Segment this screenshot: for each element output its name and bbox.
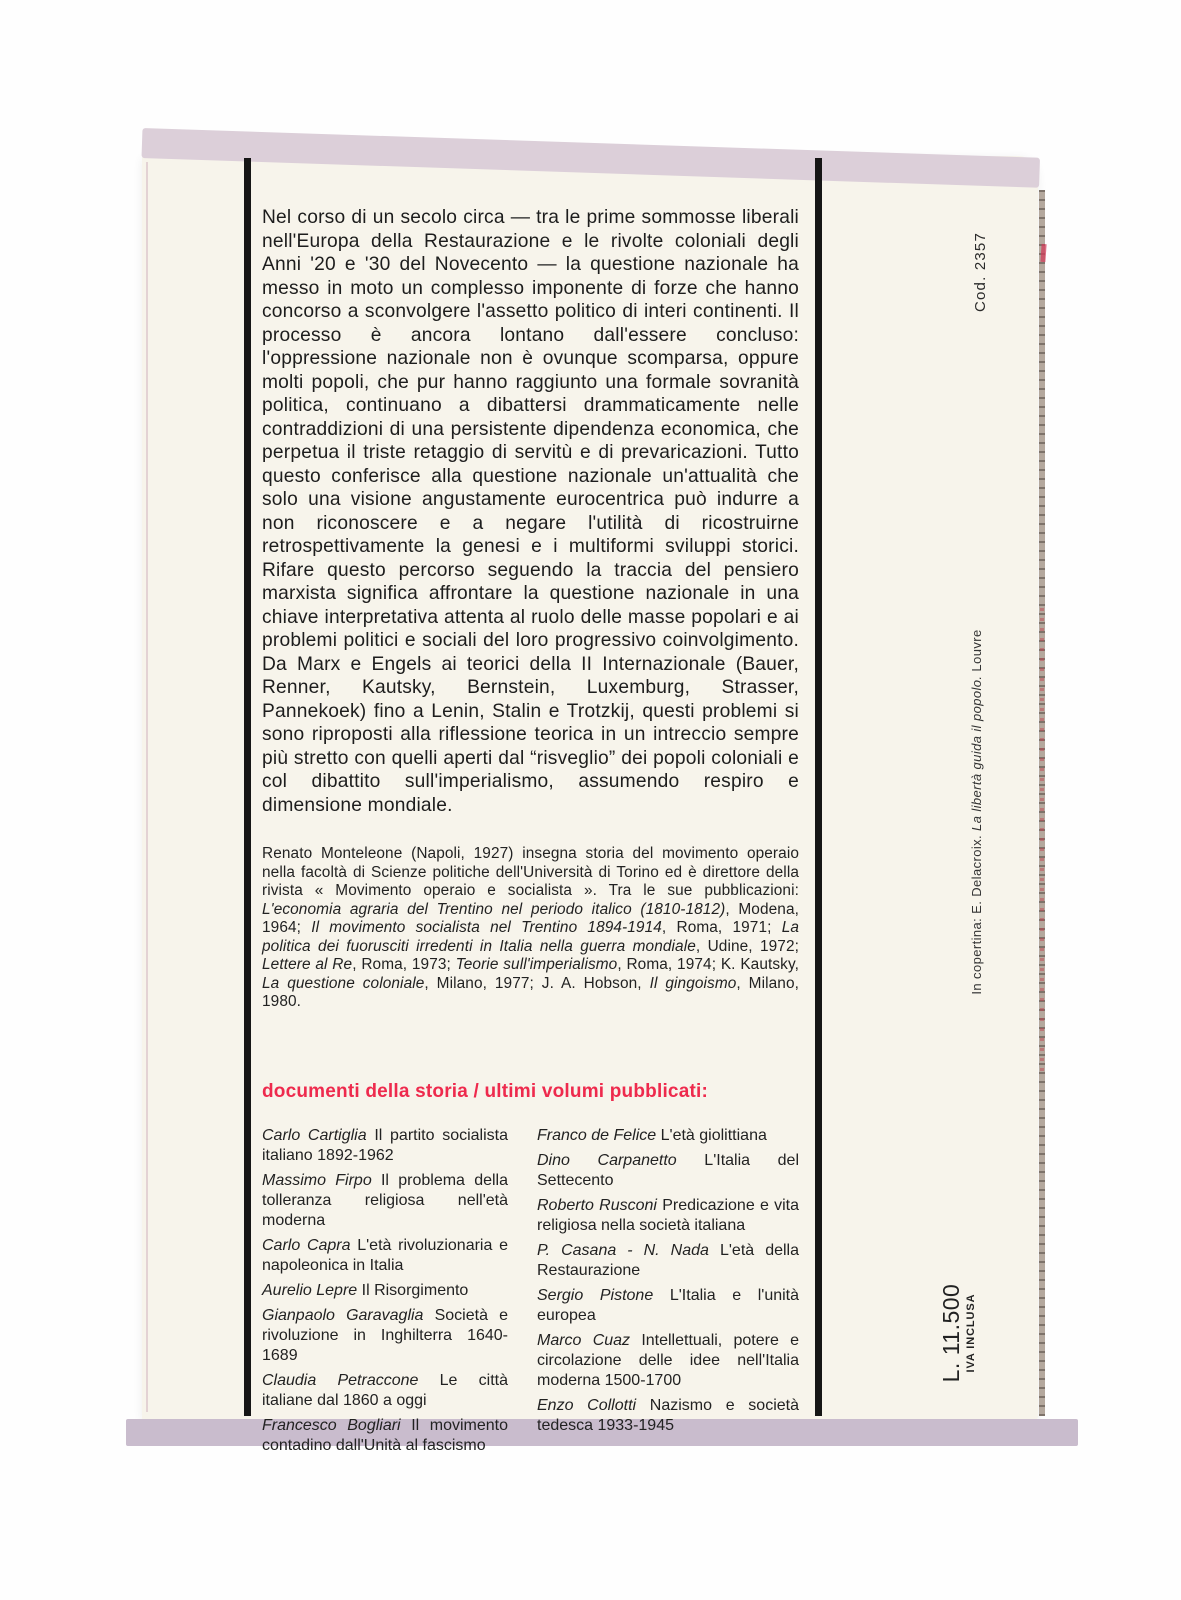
book-title: Nazismo e società tedesca 1933-1945 <box>537 1396 799 1434</box>
vat-label: IVA INCLUSA <box>965 1293 977 1373</box>
book-title: Società e rivoluzione in Inghilterra 1640-1689 <box>262 1306 508 1364</box>
bio-segment: , Udine, 1972; <box>695 937 799 955</box>
book-title: L'età della Restaurazione <box>537 1241 800 1279</box>
book-entry <box>262 1371 508 1411</box>
book-entry <box>537 1126 799 1146</box>
book-title: Intellettuali, potere e circolazione delle idee nell'Italia moderna 1500-1700 <box>537 1331 800 1389</box>
book-author: P. Casana - N. Nada <box>537 1241 709 1259</box>
book-author: Sergio Pistone <box>537 1286 654 1304</box>
fore-edge-red-dots <box>1040 608 1044 1078</box>
book-author: Aurelio Lepre <box>262 1281 358 1299</box>
bio-segment: , Roma, 1974; K. Kautsky, <box>617 956 799 973</box>
book-title: Il partito socialista italiano 1892-1962 <box>262 1126 508 1164</box>
book-entry <box>537 1396 799 1436</box>
book-entry <box>537 1151 799 1191</box>
book-title: L'Italia e l'unità europea <box>537 1286 800 1324</box>
book-author: Marco Cuaz <box>537 1331 631 1349</box>
book-author: Massimo Firpo <box>262 1171 372 1189</box>
bio-segment: Lettere al Re <box>262 956 353 973</box>
bio-segment: La politica dei fuorusciti irredenti in Italia nella guerra mondiale <box>262 919 800 955</box>
frame-rule-left <box>244 158 251 1416</box>
book-author: Francesco Bogliari <box>262 1416 401 1434</box>
book-list-right <box>537 1126 799 1461</box>
book-author: Gianpaolo Garavaglia <box>262 1306 424 1324</box>
book-lists <box>262 1126 799 1461</box>
bio-segment: La questione coloniale <box>262 974 425 992</box>
blurb-text: Nel corso di un secolo circa — tra le prime sommosse liberali nell'Europa della Restaurazione e le rivolte coloniali degli Anni '20 e '30 del Novecento — la questione nazionale ha messo in moto un complesso imponente di forze che hanno concorso a sconvolgere l'assetto politico di interi continenti. Il processo è ancora lontano dall'essere concluso: l'oppressione nazionale non è ovunque scomparsa, oppure molti popoli, che pur hanno raggiunto una formale sovranità politica, continuano a dibattersi drammaticamente nelle contraddizioni di una persistente dipendenza economica, che perpetua il triste retaggio di servitù e di prevaricazioni. Tutto questo conferisce alla questione nazionale un'attualità che solo una visione angustamente eurocentrica può indurre a non riconoscere e a negare l'utilità di ricostruirne retrospettivamente la genesi e i multiformi sviluppi storici. Rifare questo percorso seguendo la traccia del pensiero marxista significa affrontare la questione nazionale in una chiave interpretativa attenta al ruolo delle masse popolari e ai problemi politici e sociali del loro progressivo coinvolgimento. Da Marx e Engels ai teorici della II Internazionale (Bauer, Renner, Kautsky, Bernstein, Luxemburg, Strasser, Pannekoek) fino a Lenin, Stalin e Trotzkij, questi problemi si sono riproposti alla riflessione teorica in un intreccio sempre più stretto con quelli aperti dal “risveglio” dei popoli coloniali e col dibattito sull'imperialismo, assumendo respiro e dimensione mondiale. <box>262 207 799 816</box>
series-heading: documenti della storia / ultimi volumi pubblicati: <box>262 1080 708 1102</box>
code-label: Cod. 2357 <box>972 231 989 313</box>
book-entry <box>262 1416 508 1456</box>
credit-segment: In copertina: E. Delacroix. <box>969 830 984 995</box>
book-title: L'età rivoluzionaria e napoleonica in Italia <box>262 1236 508 1274</box>
book-title: Il movimento contadino dall'Unità al fascismo <box>262 1416 508 1454</box>
book-entry <box>262 1281 508 1301</box>
book-entry <box>537 1331 799 1391</box>
book-author: Enzo Collotti <box>537 1396 637 1414</box>
credit-segment: Louvre <box>969 629 984 676</box>
book-entry <box>262 1171 508 1231</box>
price-label: L. 11.500 <box>938 1283 964 1383</box>
book-author: Carlo Cartiglia <box>262 1126 367 1144</box>
book-title: Predicazione e vita religiosa nella società italiana <box>537 1196 799 1234</box>
bio-segment: , Roma, 1973; <box>352 956 456 973</box>
book-title: L'età giolittiana <box>660 1126 767 1144</box>
credit-segment: La libertà guida il popolo. <box>969 675 984 831</box>
book-entry <box>262 1306 508 1366</box>
cover-credit <box>969 572 985 1052</box>
book-author: Dino Carpanetto <box>537 1151 677 1169</box>
book-entry <box>537 1241 799 1281</box>
bio-segment: , Milano, 1980. <box>262 974 799 1010</box>
bio-segment: L'economia agraria del Trentino nel periodo italico (1810-1812) <box>262 900 726 918</box>
book-entry <box>537 1286 799 1326</box>
bio-segment: , Modena, 1964; <box>262 900 799 936</box>
book-title: Il problema della tolleranza religiosa nell'età moderna <box>262 1171 508 1229</box>
book-title: Le città italiane dal 1860 a oggi <box>262 1371 508 1409</box>
cover-text-column <box>262 206 799 1461</box>
author-bio <box>262 845 799 1012</box>
book-entry <box>262 1126 508 1166</box>
book-author: Roberto Rusconi <box>537 1196 657 1214</box>
bio-segment: Il movimento socialista nel Trentino 1894-1914 <box>311 919 662 936</box>
price-block <box>935 1258 981 1408</box>
book-title: L'Italia del Settecento <box>537 1151 800 1189</box>
bio-segment: , Roma, 1971; <box>661 919 782 936</box>
book-list-left <box>262 1126 508 1461</box>
book-back-cover <box>138 128 1046 1454</box>
fore-edge-red-mark <box>1040 244 1046 262</box>
book-author: Claudia Petraccone <box>262 1371 419 1389</box>
book-entry <box>262 1236 508 1276</box>
bio-segment: Il gingoismo <box>649 974 737 992</box>
bio-segment: Teorie sull'imperialismo <box>455 956 618 973</box>
book-author: Carlo Capra <box>262 1236 351 1254</box>
book-author: Franco de Felice <box>537 1126 657 1144</box>
book-entry <box>537 1196 799 1236</box>
bio-segment: , Milano, 1977; J. A. Hobson, <box>424 974 650 992</box>
bio-segment: Renato Monteleone (Napoli, 1927) insegna storia del movimento operaio nella facoltà di Scienze politiche dell'Università di Torino ed è direttore della rivista « Movimento operaio e socialista ». Tra le sue pubblicazioni: <box>262 845 799 899</box>
frame-rule-right <box>815 158 822 1416</box>
cover-left-crease <box>146 162 148 1412</box>
book-title: Il Risorgimento <box>361 1281 469 1299</box>
